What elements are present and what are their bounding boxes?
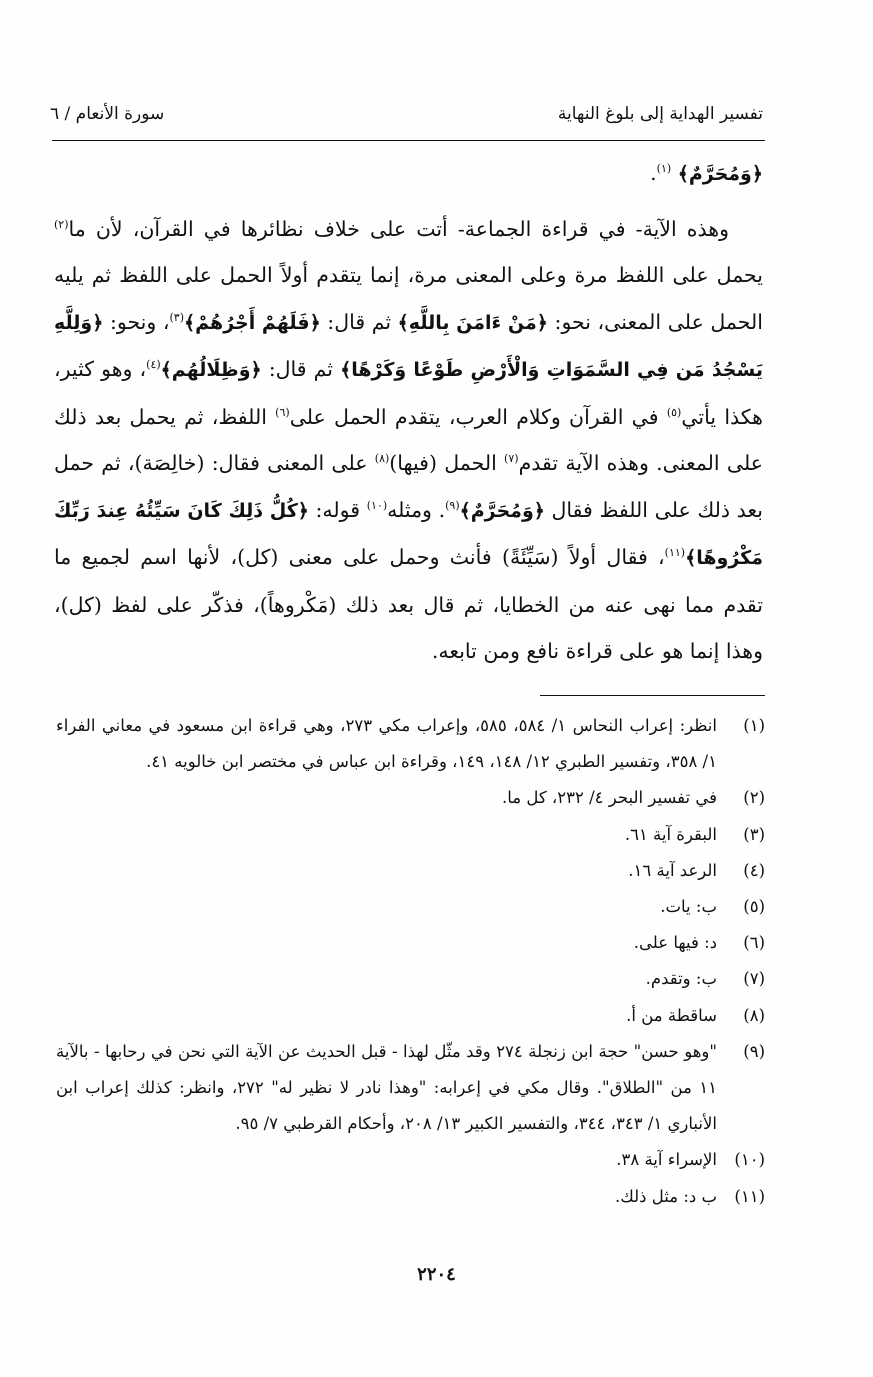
footnote-ref: (٥): [666, 405, 682, 419]
footnote-ref: (٤): [146, 358, 161, 372]
footnote-item: [56, 925, 765, 961]
footnote-ref: (٧): [504, 452, 519, 466]
quran-verse: ﴿وَظِلَالُهُم﴾: [160, 359, 262, 381]
footnote-ref: (٨): [374, 452, 390, 466]
footnote-ref: (١١): [664, 546, 686, 560]
quran-verse: ﴿فَلَهُمْ أَجْرُهُمْ﴾: [184, 311, 321, 334]
footnote-text: البقرة آية ٦١.: [624, 824, 717, 844]
quran-verse: ﴿وَلِلَّهِ يَسْجُدُ مَن فِي: [54, 311, 763, 381]
text-run: بعد ذلك (مَكْروهاً)، فذكّر على لفظ (كل)، وهذا إنما هو على قراءة نافع ومن تابعه.: [54, 592, 763, 663]
footnote-ref: (٦): [275, 405, 290, 419]
text-run: العرب، يتقدم الحمل على: [289, 404, 508, 429]
quran-verse: ﴿كُلُّ ذَلِكَ كَانَ سَيِّئُهُ عِندَ رَبِّكَ مَكْرُوهًا﴾: [54, 499, 763, 569]
footnote-text: ب د: مثل ذلك.: [614, 1186, 717, 1206]
main-text: [54, 150, 763, 675]
text-run: على المعنى فقال: (خالِصَة)، ثم حمل بعد ذلك على اللفظ فقال: [54, 451, 763, 522]
page-number: ٢٢٠٤: [417, 1264, 456, 1285]
footnote-text: الإسراء آية ٣٨.: [616, 1150, 717, 1170]
footnote-item: [56, 1179, 765, 1215]
footnote-text: انظر: إعراب النحاس ١/ ٥٨٤، ٥٨٥، وإعراب مكي ٢٧٣، وهي قراءة ابن مسعود في معاني الفراء ١/ ٣٥٨، وتفسير الطبري ١٢/ ١٤٨، ١٤٩، وقراءة ابن عباس في مختصر ابن خالويه ٤١.: [56, 716, 717, 772]
surah-page-label: سورة الأنعام / ٦: [50, 104, 165, 124]
footnote-number: (٦): [743, 933, 765, 953]
footnote-text: ساقطة من أ.: [626, 1005, 717, 1025]
footnote-text: ب: يات.: [660, 897, 717, 917]
footnote-item: [56, 998, 765, 1034]
footnote-item: [56, 1034, 765, 1143]
text-line: ﴿وَمُحَرَّمٌ﴾ $^{(١)}$.: [650, 161, 763, 185]
paragraph: [54, 206, 763, 675]
text-run: فأنث وحمل على معنى (كل)، لأنها اسم لجميع ما تقدم مما نهى عنه من الخطايا، ثم قال: [54, 545, 763, 617]
text-run: اللفظ، ثم يحمل بعد ذلك على المعنى. وهذه الآية تقدم: [54, 404, 763, 475]
footnote-item: [56, 780, 765, 816]
text-run: قوله:: [315, 497, 361, 522]
footnote-number: (٣): [743, 824, 765, 844]
footnote-text: في تفسير البحر ٤/ ٢٣٢، كل ما.: [501, 788, 717, 808]
footnote-text: ب: وتقدم.: [645, 969, 717, 989]
footnote-ref: (٢): [54, 217, 69, 231]
footnote-number: (٨): [743, 1005, 765, 1025]
text-run: ، فقال أولاً (سَيِّئَةً): [502, 545, 665, 569]
footnote-item: [56, 708, 765, 780]
footnote-number: (٧): [743, 969, 765, 989]
footnote-number: (١١): [734, 1186, 765, 1206]
footnote-item: [56, 853, 765, 889]
footnote-ref: (١): [656, 162, 672, 176]
header-divider: [52, 140, 765, 141]
footnote-divider: [540, 695, 765, 696]
quran-verse: ﴿مَنْ ءَامَنَ بِاللَّهِ﴾: [397, 311, 548, 334]
footnote-item: [56, 817, 765, 853]
footnote-number: (١٠): [734, 1150, 765, 1170]
footnote-text: الرعد آية ١٦.: [628, 860, 717, 880]
quran-verse: السَّمَوَاتِ وَالْأَرْضِ طَوْعًا وَكَرْهًا﴾: [340, 359, 630, 381]
footnote-ref: (٣): [169, 310, 185, 324]
footnote-text: "وهو حسن" حجة ابن زنجلة ٢٧٤ وقد مثّل لهذا - قبل الحديث عن الآية التي نحن في رحابها - بالآية ١١ من "الطلاق". وقال مكي في إعرابه: "وهذا نادر لا نظير له" ٢٧٢، وانظر: كذلك إعراب ابن الأنباري ١/ ٣٤٣، ٣٤٤، والتفسير الكبير ١٣/ ٢٠٨، وأحكام القرطبي ٧/ ٩٥.: [56, 1041, 717, 1134]
text-run: ثم قال:: [268, 357, 333, 381]
footnote-number: (٥): [743, 897, 765, 917]
text-run: في القرآن وكلام: [516, 404, 659, 429]
footnote-text: د: فيها على.: [633, 933, 717, 953]
quran-verse: ﴿وَمُحَرَّمٌ﴾: [459, 499, 545, 522]
text-run: ، وهو كثير، هكذا يأتي: [54, 357, 763, 429]
text-run: وهذه الآية- في قراءة الجماعة- أتت على خلاف نظائرها في القرآن، لأن ما: [68, 216, 729, 241]
text-run: على المعنى، نحو:: [554, 309, 704, 334]
text-run: ثم قال:: [327, 309, 392, 334]
footnote-item: [56, 889, 765, 925]
footnote-number: (١): [743, 716, 765, 735]
footnote-ref: (٩): [445, 498, 460, 512]
footnote-item: [56, 961, 765, 997]
quran-verse: ﴿وَمُحَرَّمٌ﴾: [677, 163, 763, 185]
footnote-ref: (١٠): [366, 498, 388, 512]
text-run: ، ونحو:: [109, 309, 170, 334]
text-run: الحمل (فيها): [389, 451, 497, 475]
text-run: . ومثله: [387, 497, 446, 522]
text-run: يحمل على اللفظ مرة وعلى المعنى مرة، إنما يتقدم أولاً الحمل على اللفظ ثم يليه الحمل: [54, 263, 763, 334]
book-title: تفسير الهداية إلى بلوغ النهاية: [557, 104, 763, 124]
footnote-number: (٩): [743, 1041, 765, 1061]
footnote-number: (٢): [743, 788, 765, 808]
footnote-number: (٤): [743, 860, 765, 880]
footnote-item: [56, 1142, 765, 1178]
footnotes: [56, 708, 765, 1215]
